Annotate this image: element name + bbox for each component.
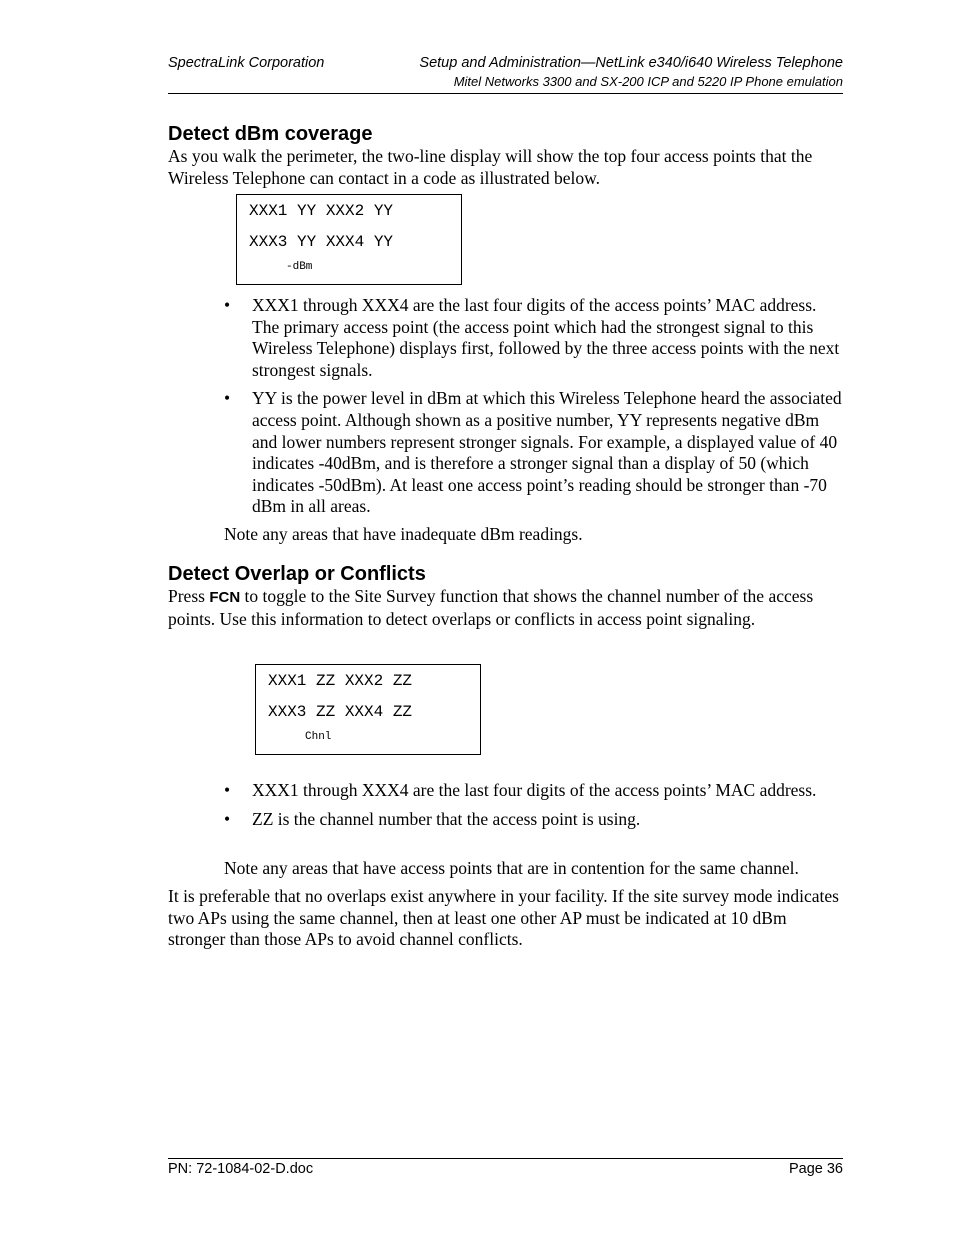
dbm-display-example <box>236 194 462 285</box>
footer-page-number: Page 36 <box>788 1161 843 1177</box>
list-item <box>224 780 846 802</box>
intro-text-before: Press <box>168 586 210 606</box>
display-label-dbm: -dBm <box>286 261 313 273</box>
list-item <box>224 809 846 831</box>
header-title: Setup and Administration—NetLink e340/i640 Wireless Telephone <box>419 55 843 71</box>
display-line-1: XXX1 YY XXX2 YY <box>249 202 394 220</box>
bullet-icon: • <box>224 388 231 409</box>
section-heading-dbm-coverage: Detect dBm coverage <box>168 123 373 145</box>
bullet-icon: • <box>224 780 231 800</box>
display-line-2: XXX3 ZZ XXX4 ZZ <box>268 703 413 721</box>
section2-intro <box>168 586 844 630</box>
display-line-1: XXX1 ZZ XXX2 ZZ <box>268 672 413 690</box>
page-header <box>168 55 843 94</box>
fcn-key-label: FCN <box>209 589 241 606</box>
bullet-text: ZZ is the channel number that the access point is using. <box>252 808 641 829</box>
section2-note: Note any areas that have access points that are in contention for the same channel. <box>224 858 799 878</box>
bullet-icon: • <box>224 808 231 829</box>
display-line-2: XXX3 YY XXX4 YY <box>249 233 394 251</box>
header-company: SpectraLink Corporation <box>168 55 325 71</box>
header-subtitle: Mitel Networks 3300 and SX-200 ICP and 5220 IP Phone emulation <box>453 74 843 89</box>
bullet-text: XXX1 through XXX4 are the last four digits of the access points’ MAC address. <box>252 780 817 800</box>
channel-display-example <box>255 664 481 755</box>
display-label-chnl: Chnl <box>305 731 332 743</box>
section2-closing: It is preferable that no overlaps exist anywhere in your facility. If the site survey mode indicates two APs using the same channel, then at least one other AP must be indicated at 10 dBm stronger than those APs to avoid channel conflicts. <box>168 886 839 950</box>
section1-note: Note any areas that have inadequate dBm readings. <box>224 524 583 544</box>
bullet-text: XXX1 through XXX4 are the last four digits of the access points’ MAC address. The primary access point (the access point which had the strongest signal to this Wireless Telephone) displays first, followed by the three access points with the next strongest signals. <box>252 295 840 380</box>
section2-bullet-list <box>224 780 846 837</box>
page-footer <box>168 1158 843 1177</box>
section1-bullet-list <box>224 295 846 525</box>
intro-text-after: to toggle to the Site Survey function that shows the channel number of the access points. Use this information to detect overlaps or conflicts in access point signaling. <box>168 586 814 629</box>
section1-intro: As you walk the perimeter, the two-line display will show the top four access points that the Wireless Telephone can contact in a code as illustrated below. <box>168 146 813 188</box>
list-item <box>224 295 846 381</box>
bullet-icon: • <box>224 295 231 315</box>
list-item <box>224 388 846 518</box>
footer-part-number: PN: 72-1084-02-D.doc <box>168 1161 314 1177</box>
section-heading-overlap: Detect Overlap or Conflicts <box>168 563 426 585</box>
bullet-text: YY is the power level in dBm at which this Wireless Telephone heard the associated access point. Although shown as a positive number, YY represents negative dBm and lower numbers represent stronger signals. For example, a displayed value of 40 indicates -40dBm, and is therefore a stronger signal than a display of 50 (which indicates -50dBm). At least one access point’s reading should be stronger than -70 dBm in all areas. <box>252 388 842 517</box>
